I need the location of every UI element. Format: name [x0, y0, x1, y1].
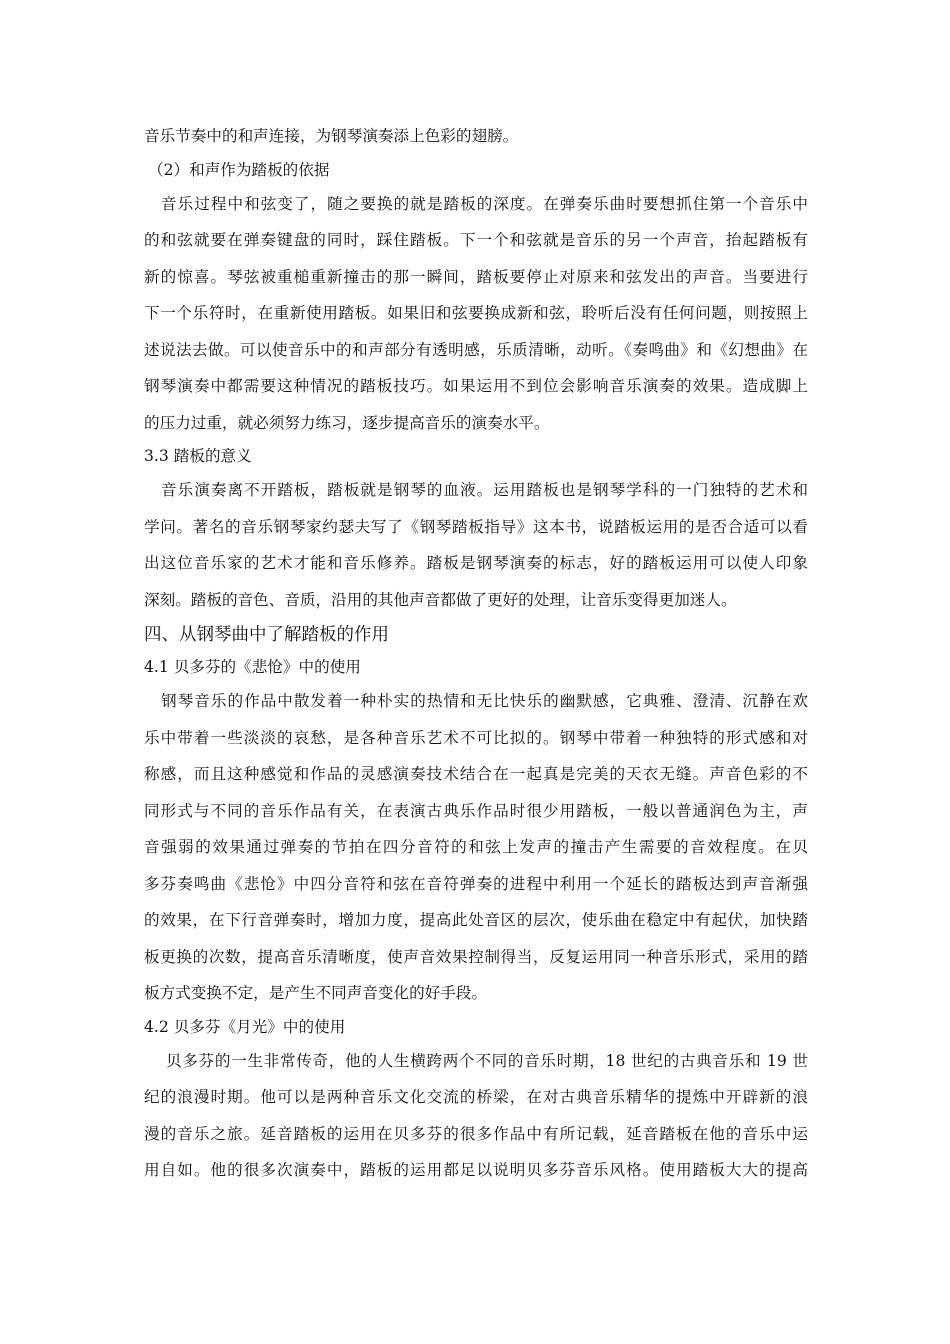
- section-heading-4: 四、从钢琴曲中了解踏板的作用: [144, 625, 389, 645]
- paragraph-line: 漫的音乐之旅。延音踏板的运用在贝多芬的很多作品中有所记载，延音踏板在他的音乐中运: [144, 1124, 808, 1143]
- paragraph-harmony: [144, 186, 808, 442]
- paragraph-line: 的和弦就要在弹奏键盘的同时，踩住踏板。下一个和弦就是音乐的另一个声音，抬起踏板有: [144, 231, 808, 249]
- paragraph-line: 称感，而且这种感觉和作品的灵感演奏技术结合在一起真是完美的天衣无缝。声音色彩的不: [144, 765, 808, 783]
- paragraph-line: 音乐节奏中的和声连接，为钢琴演奏添上色彩的翅膀。: [144, 127, 519, 145]
- paragraph-line: 板方式变换不定，是产生不同声音变化的好手段。: [144, 984, 488, 1002]
- paragraph-line: 钢琴音乐的作品中散发着一种朴实的热情和无比快乐的幽默感，它典雅、澄清、沉静在欢: [161, 692, 808, 710]
- paragraph-line: 用自如。他的很多次演奏中，踏板的运用都足以说明贝多芬音乐风格。使用踏板大大的提高: [144, 1161, 808, 1179]
- paragraph-line: 乐中带着一些淡淡的哀愁，是各种音乐艺术不可比拟的。钢琴中带着一种独特的形式感和对: [144, 728, 808, 747]
- paragraph-line: 新的惊喜。琴弦被重槌重新撞击的那一瞬间，踏板要停止对原来和弦发出的声音。当要进行: [144, 267, 808, 286]
- paragraph-line: 音乐过程中和弦变了，随之要换的就是踏板的深度。在弹奏乐曲时要想抓住第一个音乐中: [161, 194, 808, 213]
- paragraph-line: 音强弱的效果通过弹奏的节拍在四分音符的和弦上发声的撞击产生需要的音效程度。在贝: [144, 838, 808, 856]
- subheading-harmony-basis: （2）和声作为踏板的依据: [148, 160, 330, 179]
- paragraph-line: 贝多芬的一生非常传奇，他的人生横跨两个不同的音乐时期，18 世纪的古典音乐和 19 世: [166, 1051, 808, 1070]
- paragraph-line: 下一个乐符时，在重新使用踏板。如果旧和弦要换成新和弦，聆听后没有任何问题，则按照上: [144, 304, 808, 322]
- paragraph-line: 钢琴演奏中都需要这种情况的踏板技巧。如果运用不到位会影响音乐演奏的效果。造成脚上: [144, 377, 808, 395]
- paragraph-line: 深刻。踏板的音色、音质，沿用的其他声音都做了更好的处理，让音乐变得更加迷人。: [144, 590, 737, 609]
- paragraph-line: 板更换的次数，提高音乐清晰度，使声音效果控制得当，反复运用同一种音乐形式，采用的踏: [144, 947, 808, 966]
- paragraph-meaning: [144, 472, 808, 618]
- paragraph-pathetique: [144, 683, 808, 1012]
- paragraph-line: 的压力过重，就必须努力练习，逐步提高音乐的演奏水平。: [144, 413, 550, 432]
- subheading-pathetique: 4.1 贝多芬的《悲怆》中的使用: [144, 658, 361, 676]
- paragraph-line: 同形式与不同的音乐作品有关，在表演古典乐作品时很少用踏板，一般以普通润色为主，声: [144, 801, 808, 820]
- paragraph-line: 述说法去做。可以使音乐中的和声部分有透明感，乐质清晰，动听。《奏鸣曲》和《幻想曲》在: [144, 340, 808, 359]
- subheading-moonlight: 4.2 贝多芬《月光》中的使用: [144, 1017, 346, 1036]
- paragraph-line: 出这位音乐家的艺术才能和音乐修养。踏板是钢琴演奏的标志，好的踏板运用可以使人印象: [144, 554, 808, 572]
- paragraph-line: 纪的浪漫时期。他可以是两种音乐文化交流的桥梁，在对古典音乐精华的提炼中开辟新的浪: [144, 1088, 808, 1106]
- paragraph-line: 的效果，在下行音弹奏时，增加力度，提高此处音区的层次，使乐曲在稳定中有起伏，加快踏: [144, 911, 808, 929]
- paragraph-moonlight: [144, 1043, 808, 1189]
- document-body: [144, 118, 808, 1189]
- paragraph-line: 音乐演奏离不开踏板，踏板就是钢琴的血液。运用踏板也是钢琴学科的一门独特的艺术和: [161, 481, 808, 499]
- subheading-pedal-meaning: 3.3 踏板的意义: [144, 447, 252, 465]
- paragraph-line: 多芬奏鸣曲《悲怆》中四分音符和弦在音符弹奏的进程中利用一个延长的踏板达到声音渐强: [144, 874, 808, 893]
- paragraph-line: 学问。著名的音乐钢琴家约瑟夫写了《钢琴踏板指导》这本书，说踏板运用的是否合适可以看: [144, 517, 808, 536]
